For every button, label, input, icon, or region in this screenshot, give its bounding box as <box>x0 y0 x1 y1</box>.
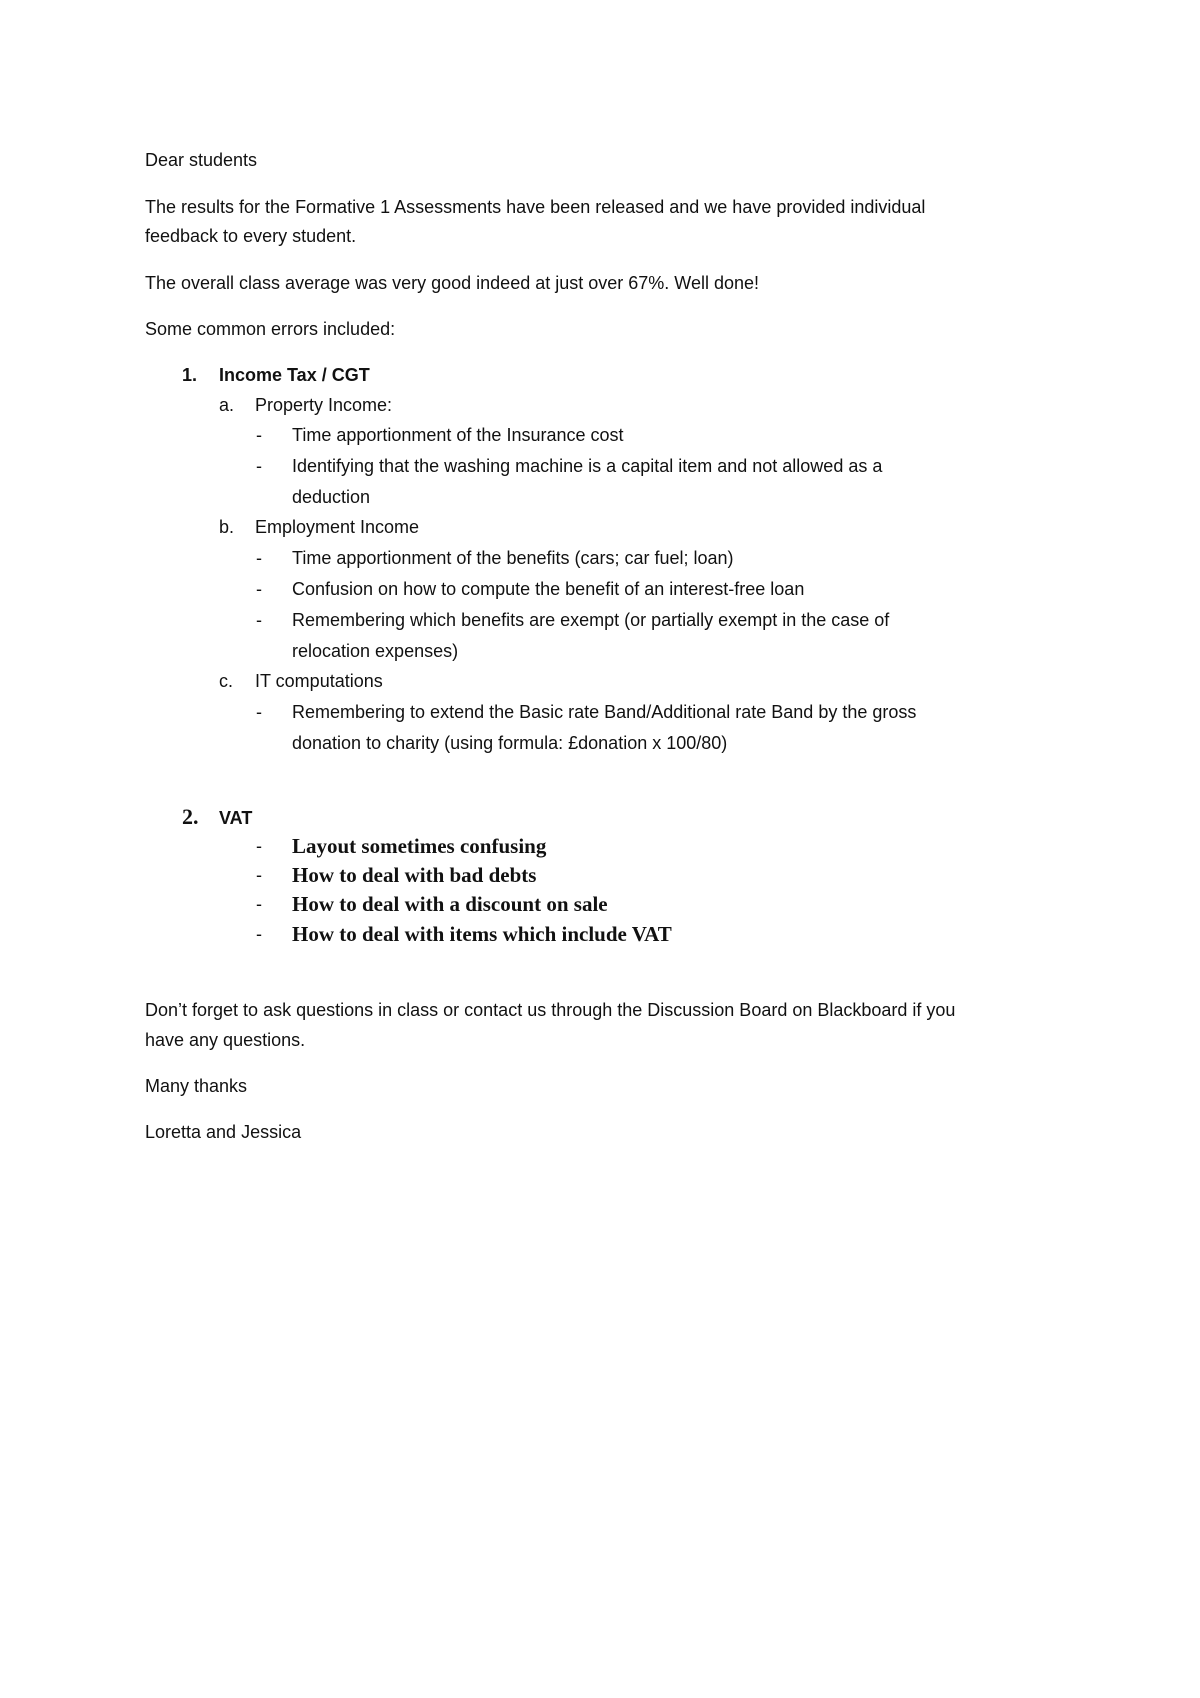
section-1-number: 1. <box>182 365 198 385</box>
subsection-b-label: Employment Income <box>255 517 420 537</box>
closing-paragraph-line-1: Don’t forget to ask questions in class or contact us through the Discussion Board on Blackboard if you <box>145 1000 956 1020</box>
list-item-continuation: deduction <box>292 487 371 507</box>
vat-list-item: How to deal with a discount on sale <box>292 892 608 916</box>
bullet-dash: - <box>256 865 262 885</box>
subsection-a-label: Property Income: <box>255 395 393 415</box>
vat-list-item: How to deal with bad debts <box>292 863 537 887</box>
bullet-dash: - <box>256 579 262 599</box>
bullet-dash: - <box>256 548 262 568</box>
section-2-title: VAT <box>219 808 253 828</box>
bullet-dash: - <box>256 425 262 445</box>
list-item: Time apportionment of the benefits (cars; car fuel; loan) <box>292 548 734 568</box>
subsection-a-marker: a. <box>219 395 235 415</box>
sign-off: Many thanks <box>145 1076 248 1096</box>
list-item-continuation: donation to charity (using formula: £donation x 100/80) <box>292 733 728 753</box>
intro-paragraph-line-2: feedback to every student. <box>145 226 357 246</box>
bullet-dash: - <box>256 894 262 914</box>
closing-paragraph-line-2: have any questions. <box>145 1030 306 1050</box>
subsection-b-marker: b. <box>219 517 235 537</box>
subsection-c-label: IT computations <box>255 671 383 691</box>
vat-list-item: Layout sometimes confusing <box>292 834 547 858</box>
errors-intro: Some common errors included: <box>145 319 396 339</box>
list-item-continuation: relocation expenses) <box>292 641 459 661</box>
bullet-dash: - <box>256 610 262 630</box>
section-2-number: 2. <box>182 804 199 829</box>
bullet-dash: - <box>256 924 262 944</box>
list-item: Time apportionment of the Insurance cost <box>292 425 624 445</box>
signature: Loretta and Jessica <box>145 1122 302 1142</box>
bullet-dash: - <box>256 836 262 856</box>
list-item: Remembering which benefits are exempt (or partially exempt in the case of <box>292 610 890 630</box>
list-item: Remembering to extend the Basic rate Band/Additional rate Band by the gross <box>292 702 917 722</box>
average-paragraph: The overall class average was very good indeed at just over 67%. Well done! <box>145 273 760 293</box>
intro-paragraph-line-1: The results for the Formative 1 Assessments have been released and we have provided individual <box>145 197 926 217</box>
subsection-c-marker: c. <box>219 671 234 691</box>
list-item: Identifying that the washing machine is a capital item and not allowed as a <box>292 456 883 476</box>
section-1-title: Income Tax / CGT <box>219 365 370 385</box>
greeting: Dear students <box>145 150 258 170</box>
bullet-dash: - <box>256 702 262 722</box>
list-item: Confusion on how to compute the benefit of an interest-free loan <box>292 579 805 599</box>
bullet-dash: - <box>256 456 262 476</box>
vat-list-item: How to deal with items which include VAT <box>292 922 672 946</box>
